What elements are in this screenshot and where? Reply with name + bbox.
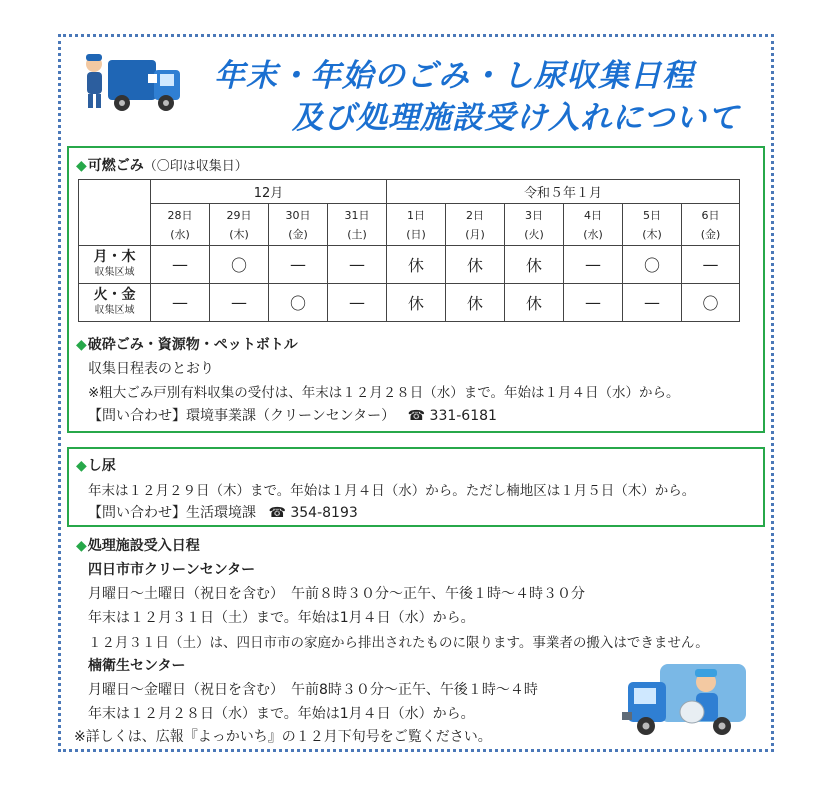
collection-mark: 〇 [623, 246, 682, 284]
day-of-week: (水) [583, 227, 603, 241]
day-date: 6日 [701, 208, 720, 222]
collection-mark: — [564, 246, 623, 284]
day-date: 4日 [584, 208, 602, 222]
phone-icon: ☎ [407, 408, 426, 424]
day-of-week: (木) [229, 227, 249, 241]
garbage-truck-illustration [622, 660, 752, 740]
day-date: 2日 [466, 208, 484, 222]
month-december: 12月 [151, 180, 387, 204]
phone-icon: ☎ [268, 505, 286, 521]
collection-mark: — [151, 246, 210, 284]
center2-period: 年末は１２月２８日（水）まで。年始は1月４日（水）から。 [88, 706, 475, 722]
night-soil-phone: 354-8193 [290, 505, 358, 521]
day-date: 1日 [407, 208, 425, 222]
collection-mark: — [151, 284, 210, 322]
collection-calendar [78, 179, 740, 322]
center1-note: １２月３１日（土）は、四日市市の家庭から排出されたものに限ります。事業者の搬入はできません。 [88, 635, 709, 651]
collection-mark: — [269, 246, 328, 284]
collection-mark: — [210, 284, 269, 322]
day-header [623, 204, 682, 246]
center2-name: 楠衛生センター [88, 658, 186, 674]
center1-hours: 月曜日～土曜日（祝日を含む） 午前８時３０分～正午、午後１時～４時３０分 [88, 586, 585, 602]
collection-mark: 〇 [210, 246, 269, 284]
day-of-week: (火) [524, 227, 544, 241]
night-soil-heading: ◆し尿 [76, 458, 116, 474]
collection-mark: 〇 [682, 284, 740, 322]
collection-mark: — [564, 284, 623, 322]
calendar-corner [79, 180, 151, 246]
day-of-week: (金) [288, 227, 308, 241]
day-date: 29日 [226, 208, 252, 222]
burnable-heading: ◆可燃ごみ（〇印は収集日） [76, 158, 248, 174]
collection-mark: 休 [387, 246, 446, 284]
footnote: ※詳しくは、広報『よっかいち』の１２月下旬号をご覧ください。 [74, 729, 492, 745]
diamond-bullet-icon: ◆ [76, 158, 87, 174]
day-of-week: (土) [347, 227, 367, 241]
day-of-week: (木) [642, 227, 662, 241]
day-of-week: (金) [700, 227, 721, 241]
day-date: 3日 [525, 208, 543, 222]
page-title-line2: 及び処理施設受け入れについて [292, 100, 740, 136]
garbage-truck-illustration [78, 50, 188, 120]
night-soil-line1: 年末は１２月２９日（木）まで。年始は１月４日（水）から。ただし楠地区は１月５日（木）から。 [88, 483, 696, 499]
center2-hours: 月曜日～金曜日（祝日を含む） 午前8時３０分～正午、午後１時～４時 [88, 682, 538, 698]
collection-mark: — [328, 246, 387, 284]
day-of-week: (日) [406, 227, 426, 241]
collection-mark: — [682, 246, 740, 284]
facilities-heading: ◆処理施設受入日程 [76, 538, 200, 554]
crushable-heading: ◆破砕ごみ・資源物・ペットボトル [76, 337, 298, 353]
day-header [446, 204, 505, 246]
collection-mark: 休 [446, 284, 505, 322]
day-date: 31日 [344, 208, 370, 222]
collection-mark: — [328, 284, 387, 322]
day-header [269, 204, 328, 246]
diamond-bullet-icon: ◆ [76, 538, 87, 554]
day-header [328, 204, 387, 246]
day-date: 30日 [285, 208, 311, 222]
collection-mark: — [623, 284, 682, 322]
center1-period: 年末は１２月３１日（土）まで。年始は1月４日（水）から。 [88, 610, 475, 626]
collection-mark: 休 [505, 246, 564, 284]
day-header [210, 204, 269, 246]
page-title-line1: 年末・年始のごみ・し尿収集日程 [214, 58, 694, 94]
month-january: 令和５年１月 [387, 180, 740, 204]
crushable-contact: 【問い合わせ】環境事業課（クリーンセンター） ☎ 331-6181 [88, 408, 497, 424]
collection-mark: 休 [446, 246, 505, 284]
collection-mark: 休 [387, 284, 446, 322]
day-header [564, 204, 623, 246]
diamond-bullet-icon: ◆ [76, 458, 87, 474]
row-label: 火・金 収集区域 [79, 284, 151, 322]
collection-mark: 〇 [269, 284, 328, 322]
day-header [682, 204, 740, 246]
day-header [505, 204, 564, 246]
center1-name: 四日市市クリーンセンター [88, 562, 256, 578]
day-date: 28日 [167, 208, 193, 222]
day-of-week: (水) [170, 227, 190, 241]
night-soil-contact: 【問い合わせ】生活環境課 ☎ 354-8193 [88, 505, 358, 521]
crushable-line1: 収集日程表のとおり [88, 361, 214, 377]
collection-mark: 休 [505, 284, 564, 322]
row-label: 月・木 収集区域 [79, 246, 151, 284]
diamond-bullet-icon: ◆ [76, 337, 87, 353]
day-of-week: (月) [465, 227, 485, 241]
day-header [387, 204, 446, 246]
crushable-phone: 331-6181 [429, 408, 497, 424]
crushable-line2: ※粗大ごみ戸別有料収集の受付は、年末は１２月２８日（水）まで。年始は１月４日（水）から。 [88, 385, 680, 401]
burnable-note: （〇印は収集日） [143, 159, 248, 174]
day-date: 5日 [643, 208, 661, 222]
day-header [151, 204, 210, 246]
